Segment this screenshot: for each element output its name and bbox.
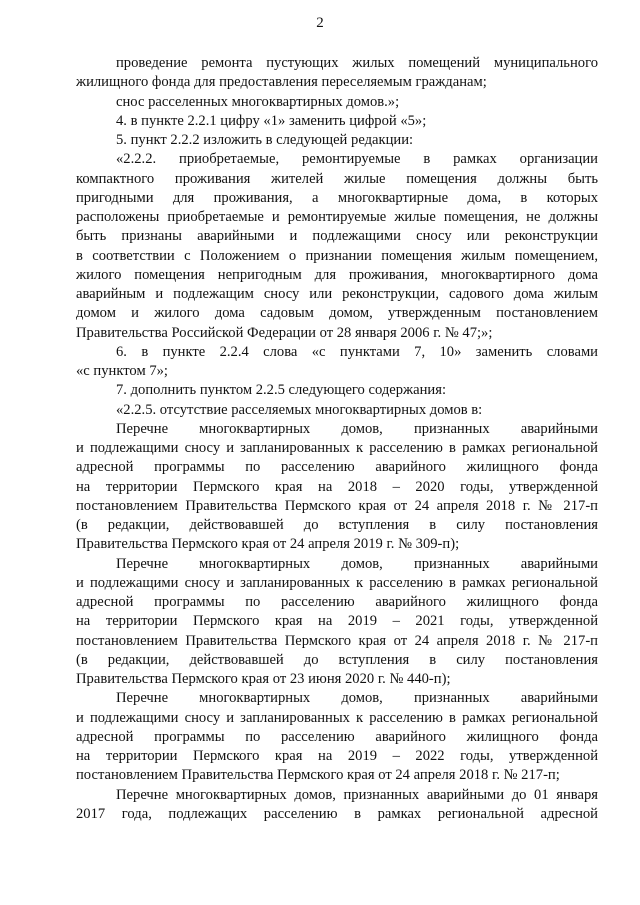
text-line: и подлежащими сносу и запланированных к расселению в рамках региональной [76,440,598,456]
text-line: снос расселенных многоквартирных домов.»; [116,93,400,110]
text-line: «с пунктом 7»; [76,363,168,379]
text-line: расположены приобретаемые и ремонтируемые жилые помещения, не должны [76,209,598,225]
text-line: в соответствии с Положением о признании помещения жилым помещением, [76,247,598,264]
text-line: Перечне многоквартирных домов, признанных аварийными [116,420,598,437]
text-line: «2.2.5. отсутствие расселяемых многоквартирных домов в: [116,401,483,418]
page-number: 2 [316,15,324,31]
text-line: жилищного фонда для предоставления переселяемым гражданам; [76,74,487,91]
text-line: 5. пункт 2.2.2 изложить в следующей редакции: [116,132,414,148]
text-line: пригодными для проживания, а многоквартирные дома, в которых [76,189,598,206]
text-line: и подлежащими сносу и запланированных к расселению в рамках региональной [76,709,598,726]
text-line: (в редакции, действовавшей до вступления в силу постановления [76,517,598,533]
text-line: (в редакции, действовавшей до вступления в силу постановления [76,651,598,668]
text-line: Перечне многоквартирных домов, признанных аварийными до 01 января [116,786,598,803]
text-line: компактного проживания жителей жилые помещения должны быть [76,170,598,187]
text-line: 2017 года, подлежащих расселению в рамках региональной адресной [76,805,598,822]
text-line: Правительства Пермского края от 24 апреля 2019 г. № 309-п); [76,536,460,553]
text-line: на территории Пермского края на 2019 – 2022 годы, утвержденной [76,748,598,764]
text-line: жилого помещения непригодным для проживания, многоквартирного дома [76,266,598,283]
text-line: домом и жилого дома садовым домом, утвержденным постановлением [76,305,598,322]
text-line: адресной программы по расселению аварийного жилищного фонда [76,459,598,476]
text-line: Перечне многоквартирных домов, признанных аварийными [116,690,598,707]
text-line: Правительства Пермского края от 23 июня 2020 г. № 440-п); [76,671,451,687]
text-line: Правительства Российской Федерации от 28 января 2006 г. № 47;»; [76,324,493,341]
text-line: 4. в пункте 2.2.1 цифру «1» заменить цифрой «5»; [116,112,427,129]
text-line: постановлением Правительства Пермского края от 24 апреля 2018 г. № 217-п [76,632,598,649]
text-line: проведение ремонта пустующих жилых помещений муниципального [116,55,598,71]
document-body [76,54,598,824]
text-line: адресной программы по расселению аварийного жилищного фонда [76,594,598,610]
text-line: Перечне многоквартирных домов, признанных аварийными [116,555,598,572]
text-line: «2.2.2. приобретаемые, ремонтируемые в рамках организации [116,151,598,168]
text-line: на территории Пермского края на 2019 – 2021 годы, утвержденной [76,613,598,630]
text-line: быть признаны аварийными и подлежащими сносу или реконструкции [76,228,598,245]
text-line: постановлением Правительства Пермского края от 24 апреля 2018 г. № 217-п; [76,767,560,784]
text-line: 7. дополнить пунктом 2.2.5 следующего содержания: [116,382,447,399]
text-line: на территории Пермского края на 2018 – 2020 годы, утвержденной [76,478,598,495]
text-line: аварийным и подлежащим сносу или реконструкции, садового дома жилым [76,286,598,302]
text-line: 6. в пункте 2.2.4 слова «с пунктами 7, 10» заменить словами [116,343,598,360]
text-line: и подлежащими сносу и запланированных к расселению в рамках региональной [76,574,598,591]
text-line: адресной программы по расселению аварийного жилищного фонда [76,728,598,745]
text-line: постановлением Правительства Пермского края от 24 апреля 2018 г. № 217-п [76,497,598,514]
